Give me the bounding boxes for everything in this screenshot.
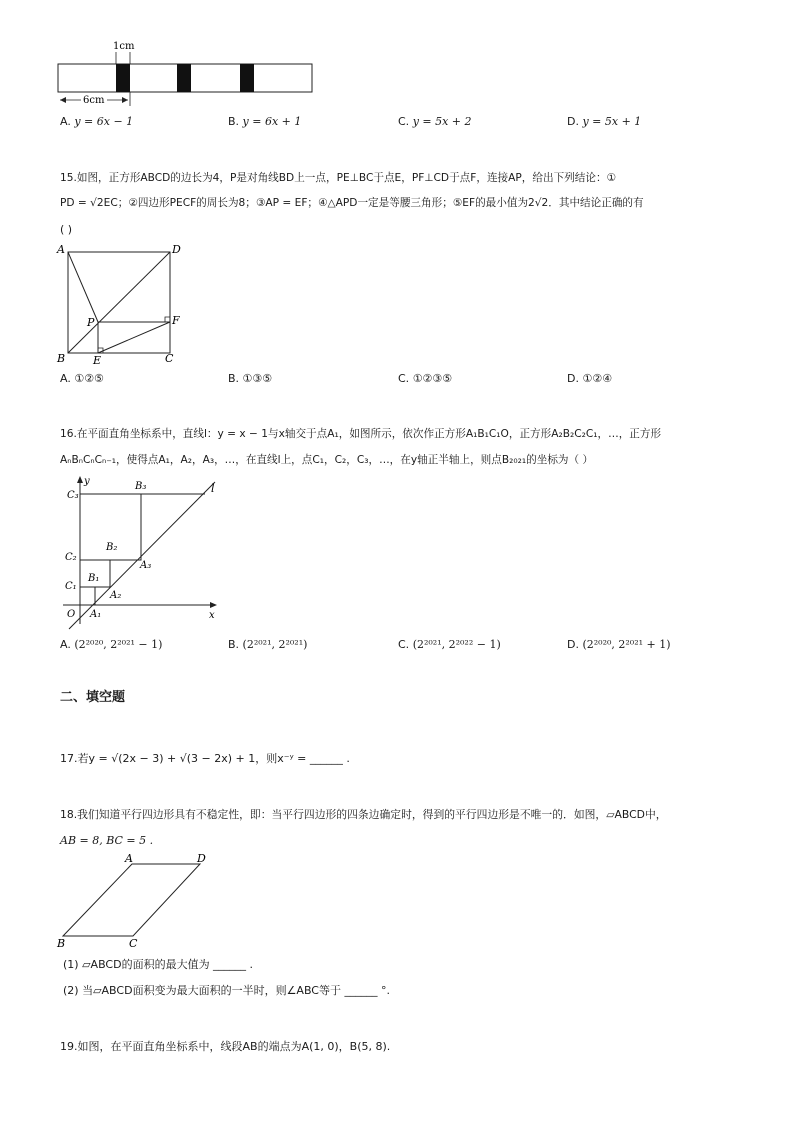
q15-square-figure [52, 238, 192, 368]
label-6cm: 6cm [83, 95, 105, 106]
q16-coordinate-figure [55, 474, 230, 634]
q18-label-d: D [197, 852, 206, 865]
q16-label-o: O [67, 609, 76, 620]
q16-option-b[interactable]: B. (2²⁰²¹, 2²⁰²¹) [228, 638, 308, 651]
ruler-figure [50, 30, 320, 112]
q15-option-a[interactable]: A. ①②⑤ [60, 372, 104, 385]
stripe-2 [177, 64, 191, 92]
q15-label-e: E [93, 354, 102, 367]
q15-answer-blank: ( ) [60, 223, 73, 236]
section-title: 二、填空题 [60, 690, 126, 705]
q16-label-b2: B₂ [106, 542, 118, 553]
q15-label-p: P [87, 316, 95, 329]
q16-stem-line1: 16.在平面直角坐标系中，直线l：y = x − 1与x轴交于点A₁，如图所示，依次作正方形A₁B₁C₁O，正方形A₂B₂C₂C₁，…，正方形 [60, 428, 662, 440]
q16-stem-line2: AₙBₙCₙCₙ₋₁，使得点A₁，A₂，A₃，…，在直线l上，点C₁，C₂，C₃，…，在y轴正半轴上，则点B₂₀₂₁的坐标为（ ） [60, 454, 594, 466]
q16-label-c1: C₁ [65, 581, 77, 592]
q14-option-c[interactable]: C. y = 5x + 2 [398, 115, 472, 128]
q15-label-d: D [172, 243, 181, 256]
q16-label-a1: A₁ [90, 609, 102, 620]
q15-label-a: A [57, 243, 65, 256]
q15-option-b[interactable]: B. ①③⑤ [228, 372, 273, 385]
q15-label-f: F [172, 314, 180, 327]
q15-option-c[interactable]: C. ①②③⑤ [398, 372, 453, 385]
q18-label-a: A [125, 852, 133, 865]
q18-label-c: C [129, 937, 138, 950]
q15-option-d[interactable]: D. ①②④ [567, 372, 613, 385]
q19-stem: 19.如图，在平面直角坐标系中，线段AB的端点为A(1, 0)，B(5, 8). [60, 1040, 391, 1053]
stripe-1 [116, 64, 130, 92]
q18-label-b: B [57, 937, 66, 950]
q16-label-y: y [84, 476, 90, 487]
q15-stem-line2: PD = √2EC；②四边形PECF的周长为8；③AP = EF；④△APD一定是等腰三角形；⑤EF的最小值为2√2．其中结论正确的有 [60, 197, 644, 209]
q16-label-b1: B₁ [88, 573, 100, 584]
q16-option-d[interactable]: D. (2²⁰²⁰, 2²⁰²¹ + 1) [567, 638, 671, 651]
q14-option-b[interactable]: B. y = 6x + 1 [228, 115, 302, 128]
q16-label-b3: B₃ [135, 481, 147, 492]
q15-stem-line1: 15.如图，正方形ABCD的边长为4，P是对角线BD上一点，PE⊥BC于点E，PF⊥CD于点F，连接AP，给出下列结论：① [60, 172, 617, 184]
q14-option-a[interactable]: A. y = 6x − 1 [60, 115, 134, 128]
q18-stem-line2: AB = 8, BC = 5 . [60, 834, 154, 847]
q14-option-d[interactable]: D. y = 5x + 1 [567, 115, 642, 128]
q16-option-a[interactable]: A. (2²⁰²⁰, 2²⁰²¹ − 1) [60, 638, 163, 651]
q18-subquestion-2: (2) 当▱ABCD面积变为最大面积的一半时，则∠ABC等于 ______ °. [63, 984, 390, 997]
q15-label-c: C [165, 352, 174, 365]
q18-stem-line1: 18.我们知道平行四边形具有不稳定性，即：当平行四边形的四条边确定时，得到的平行四边形是不唯一的．如图，▱ABCD中， [60, 808, 667, 821]
q16-label-x: x [209, 610, 215, 621]
label-1cm: 1cm [113, 41, 135, 52]
q16-label-a2: A₂ [110, 590, 122, 601]
q16-option-c[interactable]: C. (2²⁰²¹, 2²⁰²² − 1) [398, 638, 501, 651]
q16-label-l: l [211, 482, 215, 495]
q16-label-c3: C₃ [67, 490, 79, 501]
q16-label-a3: A₃ [140, 560, 152, 571]
q17-stem: 17.若y = √(2x − 3) + √(3 − 2x) + 1，则x⁻ʸ = ______ . [60, 752, 350, 765]
q18-parallelogram-figure [52, 850, 222, 952]
q15-label-b: B [57, 352, 66, 365]
q16-label-c2: C₂ [65, 552, 77, 563]
stripe-3 [240, 64, 254, 92]
q18-subquestion-1: (1) ▱ABCD的面积的最大值为 ______ . [63, 958, 254, 971]
